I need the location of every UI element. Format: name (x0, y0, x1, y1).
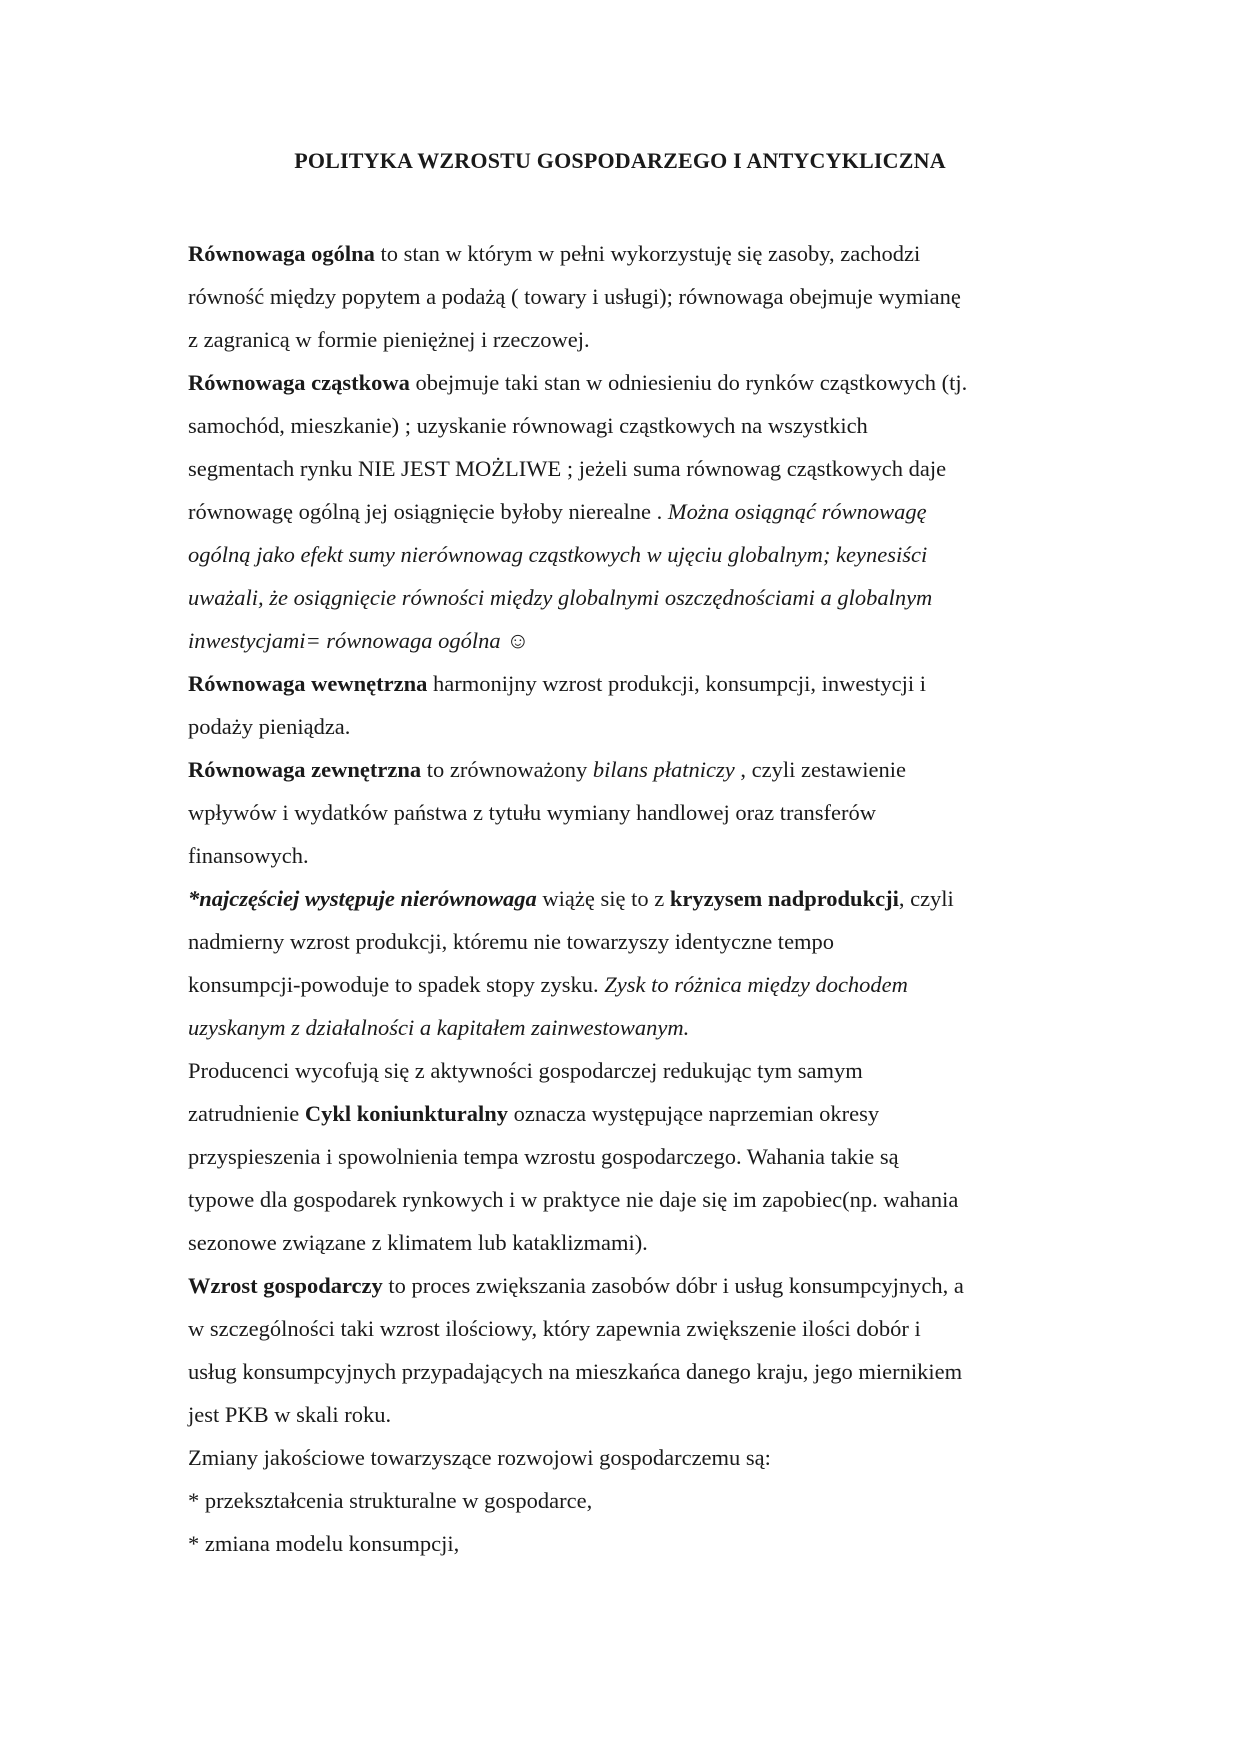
document-title: POLITYKA WZROSTU GOSPODARZEGO I ANTYCYKLICZNA (294, 148, 946, 173)
italic-run: uzyskanym z działalności a kapitałem zainwestowanym. (188, 1015, 690, 1040)
paragraph-rownowaga-wewnetrzna (188, 662, 1068, 748)
text-run: to proces zwiększania zasobów dóbr i usług konsumpcyjnych, a (382, 1273, 964, 1298)
text-line (188, 748, 1068, 791)
italic-run: ogólną jako efekt sumy nierównowag cząstkowych w ujęciu globalnym; keynesiści (188, 542, 928, 567)
paragraph-rownowaga-ogolna (188, 232, 1068, 361)
text-run: obejmuje taki stan w odniesieniu do rynków cząstkowych (tj. (409, 370, 968, 395)
text-run: to stan w którym w pełni wykorzystuję się zasoby, zachodzi (374, 241, 921, 266)
text-line: nadmierny wzrost produkcji, któremu nie towarzyszy identyczne tempo (188, 929, 835, 954)
document-body (188, 232, 1068, 1565)
text-run: oznacza występujące naprzemian okresy (508, 1101, 880, 1126)
term-kryzys-nadprodukcji: kryzysem nadprodukcji (669, 886, 899, 911)
text-line (188, 533, 1068, 576)
term-cykl-koniunkturalny: Cykl koniunkturalny (304, 1101, 509, 1126)
text-line (188, 1264, 1068, 1307)
list-item: * przekształcenia strukturalne w gospodarce, (188, 1488, 593, 1513)
term-rownowaga-ogolna: Równowaga ogólna (188, 241, 375, 266)
paragraph-rownowaga-czastkowa (188, 361, 1068, 662)
italic-run: uważali, że osiągnięcie równości między globalnymi oszczędnościami a globalnym (188, 585, 933, 610)
paragraph-nierownowaga (188, 877, 1068, 1049)
term-wzrost-gospodarczy: Wzrost gospodarczy (188, 1273, 383, 1298)
paragraph-zmiany-jakosciowe (188, 1436, 1068, 1565)
term-rownowaga-czastkowa: Równowaga cząstkowa (188, 370, 410, 395)
text-line: typowe dla gospodarek rynkowych i w praktyce nie daje się im zapobiec(np. wahania (188, 1187, 959, 1212)
text-line: segmentach rynku NIE JEST MOŻLIWE ; jeżeli suma równowag cząstkowych daje (188, 456, 947, 481)
italic-run: bilans płatniczy (592, 757, 735, 782)
text-line: przyspieszenia i spowolnienia tempa wzrostu gospodarczego. Wahania takie są (188, 1144, 899, 1169)
text-run: to zrównoważony (421, 757, 593, 782)
text-run: , czyli (898, 886, 954, 911)
text-line: z zagranicą w formie pieniężnej i rzeczowej. (188, 327, 590, 352)
text-line: równość między popytem a podażą ( towary i usługi); równowaga obejmuje wymianę (188, 284, 961, 309)
text-line: w szczególności taki wzrost ilościowy, który zapewnia zwiększenie ilości dobór i (188, 1316, 921, 1341)
text-line: usług konsumpcyjnych przypadających na mieszkańca danego kraju, jego miernikiem (188, 1359, 963, 1384)
italic-run: inwestycjami= równowaga ogólna ☺ (188, 628, 530, 653)
text-line (188, 1006, 1068, 1049)
text-line (188, 361, 1068, 404)
text-run: harmonijny wzrost produkcji, konsumpcji, inwestycji i (427, 671, 927, 696)
term-rownowaga-zewnetrzna: Równowaga zewnętrzna (188, 757, 422, 782)
text-line: podaży pieniądza. (188, 714, 351, 739)
paragraph-cykl-koniunkturalny (188, 1049, 1068, 1264)
text-run: zatrudnienie (188, 1101, 305, 1126)
text-line (188, 619, 1068, 662)
term-rownowaga-wewnetrzna: Równowaga wewnętrzna (188, 671, 428, 696)
text-line: Zmiany jakościowe towarzyszące rozwojowi gospodarczemu są: (188, 1445, 771, 1470)
text-run: konsumpcji-powoduje to spadek stopy zysku. (188, 972, 605, 997)
italic-run: Można osiągnąć równowagę (667, 499, 927, 524)
text-line: samochód, mieszkanie) ; uzyskanie równowagi cząstkowych na wszystkich (188, 413, 868, 438)
term-najczesciej-wystepuje-nierownowaga: *najczęściej występuje nierównowaga (188, 886, 537, 911)
paragraph-rownowaga-zewnetrzna (188, 748, 1068, 877)
text-line (188, 877, 1068, 920)
text-run: , czyli zestawienie (734, 757, 906, 782)
text-line: wpływów i wydatków państwa z tytułu wymiany handlowej oraz transferów (188, 800, 876, 825)
list-item: * zmiana modelu konsumpcji, (188, 1531, 460, 1556)
paragraph-wzrost-gospodarczy (188, 1264, 1068, 1436)
text-line (188, 963, 1068, 1006)
text-run: wiążę się to z (536, 886, 670, 911)
text-line: finansowych. (188, 843, 309, 868)
text-run: równowagę ogólną jej osiągnięcie byłoby nierealne . (188, 499, 668, 524)
text-line (188, 576, 1068, 619)
italic-run: Zysk to różnica między dochodem (604, 972, 908, 997)
text-line: sezonowe związane z klimatem lub kataklizmami). (188, 1230, 648, 1255)
text-line (188, 232, 1068, 275)
text-line (188, 662, 1068, 705)
text-line: jest PKB w skali roku. (188, 1402, 392, 1427)
text-line: Producenci wycofują się z aktywności gospodarczej redukując tym samym (188, 1058, 863, 1083)
text-line (188, 490, 1068, 533)
text-line (188, 1092, 1068, 1135)
